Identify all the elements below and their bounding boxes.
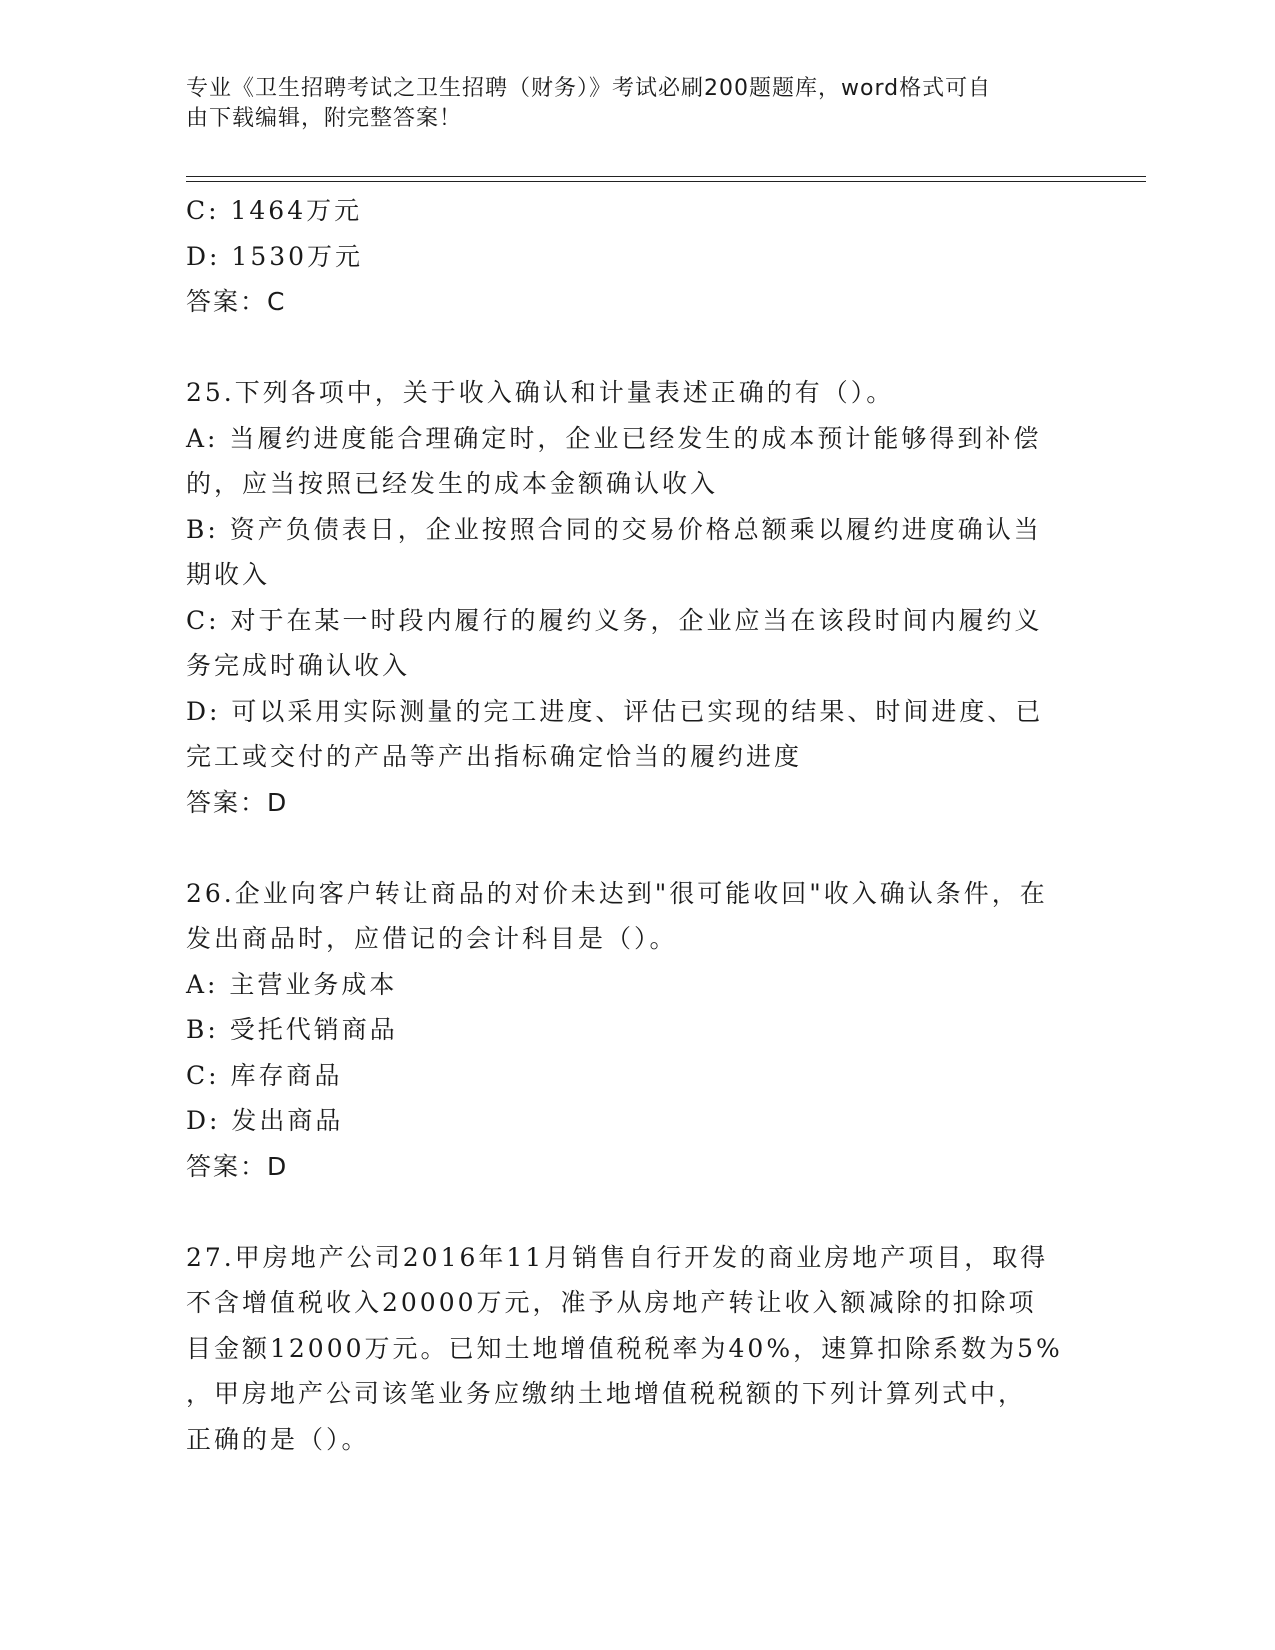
option-b-cont: 期收入 (186, 560, 271, 589)
question-stem-cont: 发出商品时，应借记的会计科目是（）。 (186, 924, 678, 953)
option-a: A: 当履约进度能合理确定时，企业已经发生的成本预计能够得到补偿 (186, 423, 1042, 453)
header-line: 由下载编辑，附完整答案！ (186, 106, 463, 131)
header-line: 专业《卫生招聘考试之卫生招聘（财务）》考试必刷200题题库，word格式可自 (186, 76, 992, 101)
answer-text: 答案：D (186, 787, 289, 817)
question-27 (186, 1235, 1066, 1463)
option-d-cont: 完工或交付的产品等产出指标确定恰当的履约进度 (186, 742, 803, 771)
option-d: D: 可以采用实际测量的完工进度、评估已实现的结果、时间进度、已 (186, 696, 1044, 726)
option-a: A: 主营业务成本 (186, 969, 398, 999)
option-b: B: 受托代销商品 (186, 1015, 398, 1044)
question-stem-cont: 目金额12000万元。已知土地增值税税率为40%，速算扣除系数为5% (186, 1333, 1063, 1363)
question-26 (186, 871, 1066, 1190)
option-a-cont: 的，应当按照已经发生的成本金额确认收入 (186, 469, 719, 498)
document-header (186, 74, 1066, 134)
question-stem-cont: 不含增值税收入20000万元，准予从房地产转让收入额减除的扣除项 (186, 1288, 1037, 1317)
option-b: B: 资产负债表日，企业按照合同的交易价格总额乘以履约进度确认当 (186, 514, 1042, 544)
spacer (186, 825, 1066, 871)
question-stem-cont: ，甲房地产公司该笔业务应缴纳土地增值税税额的下列计算列式中， (186, 1379, 1027, 1408)
option-c: C: 对于在某一时段内履行的履约义务，企业应当在该段时间内履约义 (186, 605, 1043, 635)
header-divider (186, 176, 1146, 177)
option-c: C: 1464万元 (186, 196, 363, 225)
question-stem: 26.企业向客户转让商品的对价未达到"很可能收回"收入确认条件，在 (186, 878, 1048, 908)
question-stem: 27.甲房地产公司2016年11月销售自行开发的商业房地产项目，取得 (186, 1242, 1049, 1272)
spacer (186, 1189, 1066, 1235)
question-24-tail (186, 188, 1066, 325)
option-c: C: 库存商品 (186, 1060, 343, 1090)
option-c-cont: 务完成时确认收入 (186, 651, 411, 680)
spacer (186, 325, 1066, 371)
question-stem: 25.下列各项中，关于收入确认和计量表述正确的有（）。 (186, 378, 895, 407)
question-stem-cont: 正确的是（）。 (186, 1424, 370, 1454)
answer-text: 答案：D (186, 1151, 289, 1181)
question-25 (186, 370, 1066, 825)
option-d: D: 发出商品 (186, 1106, 344, 1135)
option-d: D: 1530万元 (186, 241, 364, 271)
header-divider (186, 181, 1146, 182)
document-body (186, 188, 1066, 1462)
answer-text: 答案：C (186, 287, 287, 316)
